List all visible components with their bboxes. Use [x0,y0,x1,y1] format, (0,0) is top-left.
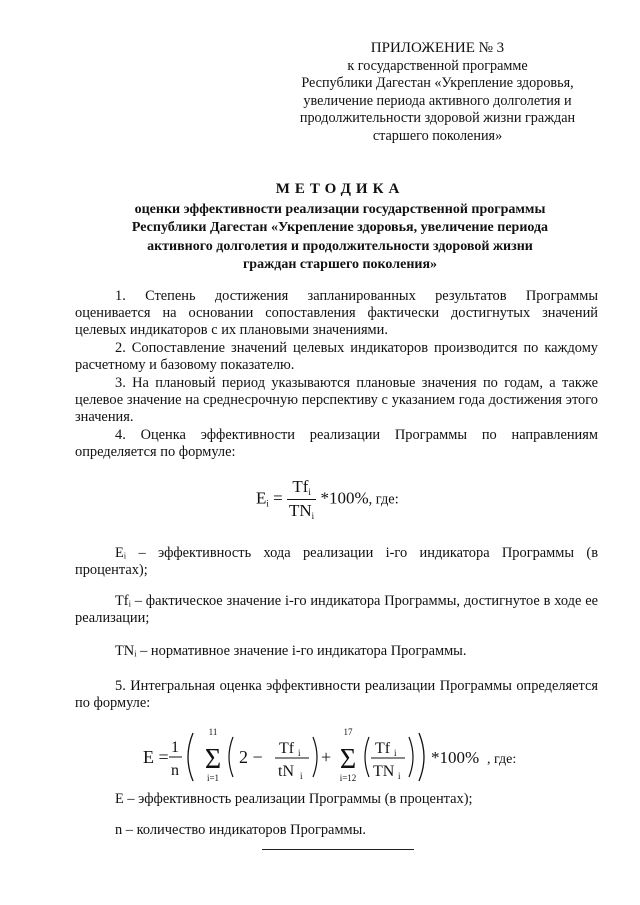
appendix-line: продолжительности здоровой жизни граждан [299,110,576,127]
formula2-f1-num-sub: i [298,748,301,758]
formula2-sum1-bottom: i=1 [206,773,220,783]
formula2-left-paren-2 [365,737,369,777]
paragraph-5: 5. Интегральная оценка эффективности реализации Программы определяется по формуле: [75,678,598,712]
formula2-plus: + [321,747,332,767]
formula2-f2-den-sub: i [398,771,401,781]
formula2-tail: *100% [431,748,480,767]
formula1-eq: = [273,488,283,508]
appendix-line: увеличение периода активного долголетия и [303,92,572,109]
formula1-lhs-sub: i [266,498,269,509]
formula-efficiency-direction [256,478,399,521]
formula2-sum1-sigma: Σ [204,744,222,775]
formula2-outer-left-paren [188,733,193,781]
formula2-coef-num: 1 [171,739,179,756]
definition-e-total: E – эффективность реализации Программы (в процентах); [115,791,473,807]
closing-rule [262,849,414,850]
definition-n: n – количество индикаторов Программы. [115,822,366,838]
formula2-right-paren-1 [313,737,317,777]
definition-ei: Eᵢ – эффективность хода реализации i-го индикатора Программы (в процентах); [75,545,598,579]
title-line: Республики Дагестан «Укрепление здоровья, увеличение периода [131,220,549,236]
formula2-left-paren-1 [229,737,233,777]
paragraph-2: 2. Сопоставление значений целевых индикаторов производится по каждому расчетному и базовому показателю. [75,340,598,374]
formula1-lhs: E [256,488,267,508]
formula2-f1-den-sub: i [300,771,303,781]
appendix-heading: ПРИЛОЖЕНИЕ № 3 [370,40,505,56]
paragraph-1: 1. Степень достижения запланированных результатов Программы оценивается на основании сопоставления фактически достигнутых значений целевых индикаторов с их плановыми значениями. [75,288,598,339]
title-main: МЕТОДИКА [275,181,405,197]
formula2-svg [143,727,573,787]
formula1-fraction [287,478,316,521]
formula2-lhs: E = [143,747,169,767]
definition-tni: TNᵢ – нормативное значение i-го индикатора Программы. [115,643,467,659]
formula2-sum2-top: 17 [343,727,353,737]
formula2-f1-den: tN [278,763,294,780]
formula2-f2-num-sub: i [394,748,397,758]
title-line: активного долголетия и продолжительности здоровой жизни [147,238,533,254]
formula2-sum2-sigma: Σ [339,744,357,775]
formula1-den-sub: i [311,511,315,521]
formula2-outer-right-paren [419,733,424,781]
paragraph-4: 4. Оценка эффективности реализации Программы по направлениям определяется по формуле: [75,427,598,461]
formula-integral-efficiency [143,727,573,787]
definition-tfi: Tfᵢ – фактическое значение i-го индикатора Программы, достигнутое в ходе ее реализации; [75,593,598,627]
formula2-two: 2 − [239,747,263,767]
formula2-sum2-bottom: i=12 [339,773,357,783]
appendix-line: старшего поколения» [372,127,503,144]
formula2-sum1-top: 11 [208,727,218,737]
formula1-numerator: Tf [292,477,309,496]
title-line: оценки эффективности реализации государственной программы [134,201,546,217]
formula2-coef-den: n [171,762,179,779]
appendix-header [280,40,595,146]
formula1-num-sub: i [308,487,311,497]
formula2-f2-den: TN [373,763,395,780]
formula2-f2-num: Tf [375,740,391,757]
appendix-line: Республики Дагестан «Укрепление здоровья, [301,75,574,92]
formula2-f1-num: Tf [279,740,295,757]
formula2-right-paren-2 [409,737,413,777]
formula1-suffix: , где: [368,491,399,508]
formula1-tail: *100% [320,488,369,508]
formula1-denominator: TN [289,501,312,520]
formula2-suffix: , где: [487,752,517,767]
title-line: граждан старшего поколения» [242,257,438,273]
document-title [60,180,620,275]
appendix-line: к государственной программе [347,57,528,74]
paragraph-3: 3. На плановый период указываются плановые значения по годам, а также целевое значение на среднесрочную перспективу с указанием года достижения этого значения. [75,375,598,426]
